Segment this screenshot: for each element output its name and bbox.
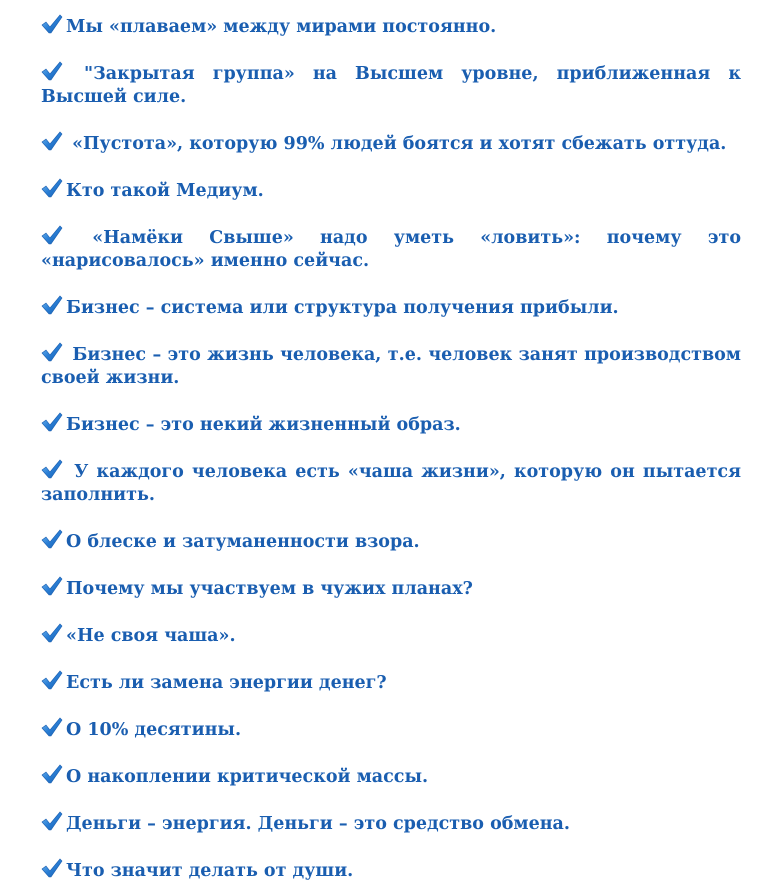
checkmark-icon (41, 858, 63, 878)
list-item (41, 717, 741, 742)
list-item-text: «Намёки Свыше» надо уметь «ловить»: почему это «нарисовалось» именно сейчас. (41, 228, 741, 271)
list-item-text: Бизнес – система или структура получения прибыли. (66, 298, 619, 318)
list-item-text: О 10% десятины. (66, 720, 242, 740)
list-item (41, 670, 741, 695)
checkmark-icon (41, 764, 63, 784)
list-item (41, 61, 741, 109)
list-item-text: О накоплении критической массы. (66, 767, 429, 787)
list-item (41, 295, 741, 320)
list-item-text: "Закрытая группа» на Высшем уровне, приближенная к Высшей силе. (41, 64, 741, 107)
list-item (41, 225, 741, 273)
checkmark-icon (41, 178, 63, 198)
checkmark-icon (41, 131, 63, 151)
list-item (41, 529, 741, 554)
list-item-text: Мы «плаваем» между мирами постоянно. (66, 17, 497, 37)
list-item-text: Бизнес – это жизнь человека, т.е. человек занят производством своей жизни. (41, 345, 741, 388)
list-item-text: «Не своя чаша». (66, 626, 236, 646)
list-item (41, 764, 741, 789)
checkmark-icon (41, 295, 63, 315)
list-item-text: Есть ли замена энергии денег? (66, 673, 387, 693)
list-item-text: Почему мы участвуем в чужих планах? (66, 579, 473, 599)
checkmark-icon (41, 576, 63, 596)
list-item (41, 623, 741, 648)
checkmark-icon (41, 670, 63, 690)
checkmark-icon (41, 225, 63, 245)
list-item (41, 412, 741, 437)
checkmark-icon (41, 459, 63, 479)
list-item-text: О блеске и затуманенности взора. (66, 532, 420, 552)
checkmark-icon (41, 811, 63, 831)
list-item-text: Что значит делать от души. (66, 861, 354, 881)
checkmark-icon (41, 529, 63, 549)
checkmark-icon (41, 717, 63, 737)
checkmark-icon (41, 61, 63, 81)
list-item-text: Кто такой Медиум. (66, 181, 264, 201)
list-item (41, 811, 741, 836)
checkmark-icon (41, 342, 63, 362)
bullet-list (41, 0, 741, 883)
list-item (41, 131, 741, 156)
list-item-text: «Пустота», которую 99% людей боятся и хотят сбежать оттуда. (66, 134, 727, 154)
list-item (41, 178, 741, 203)
list-item-text: У каждого человека есть «чаша жизни», которую он пытается заполнить. (41, 462, 741, 505)
list-item-text: Деньги – энергия. Деньги – это средство обмена. (66, 814, 570, 834)
list-item (41, 459, 741, 507)
list-item (41, 0, 741, 39)
checkmark-icon (41, 412, 63, 432)
list-item-text: Бизнес – это некий жизненный образ. (66, 415, 461, 435)
checkmark-icon (41, 14, 63, 34)
list-item (41, 576, 741, 601)
checkmark-icon (41, 623, 63, 643)
list-item (41, 858, 741, 883)
list-item (41, 342, 741, 390)
